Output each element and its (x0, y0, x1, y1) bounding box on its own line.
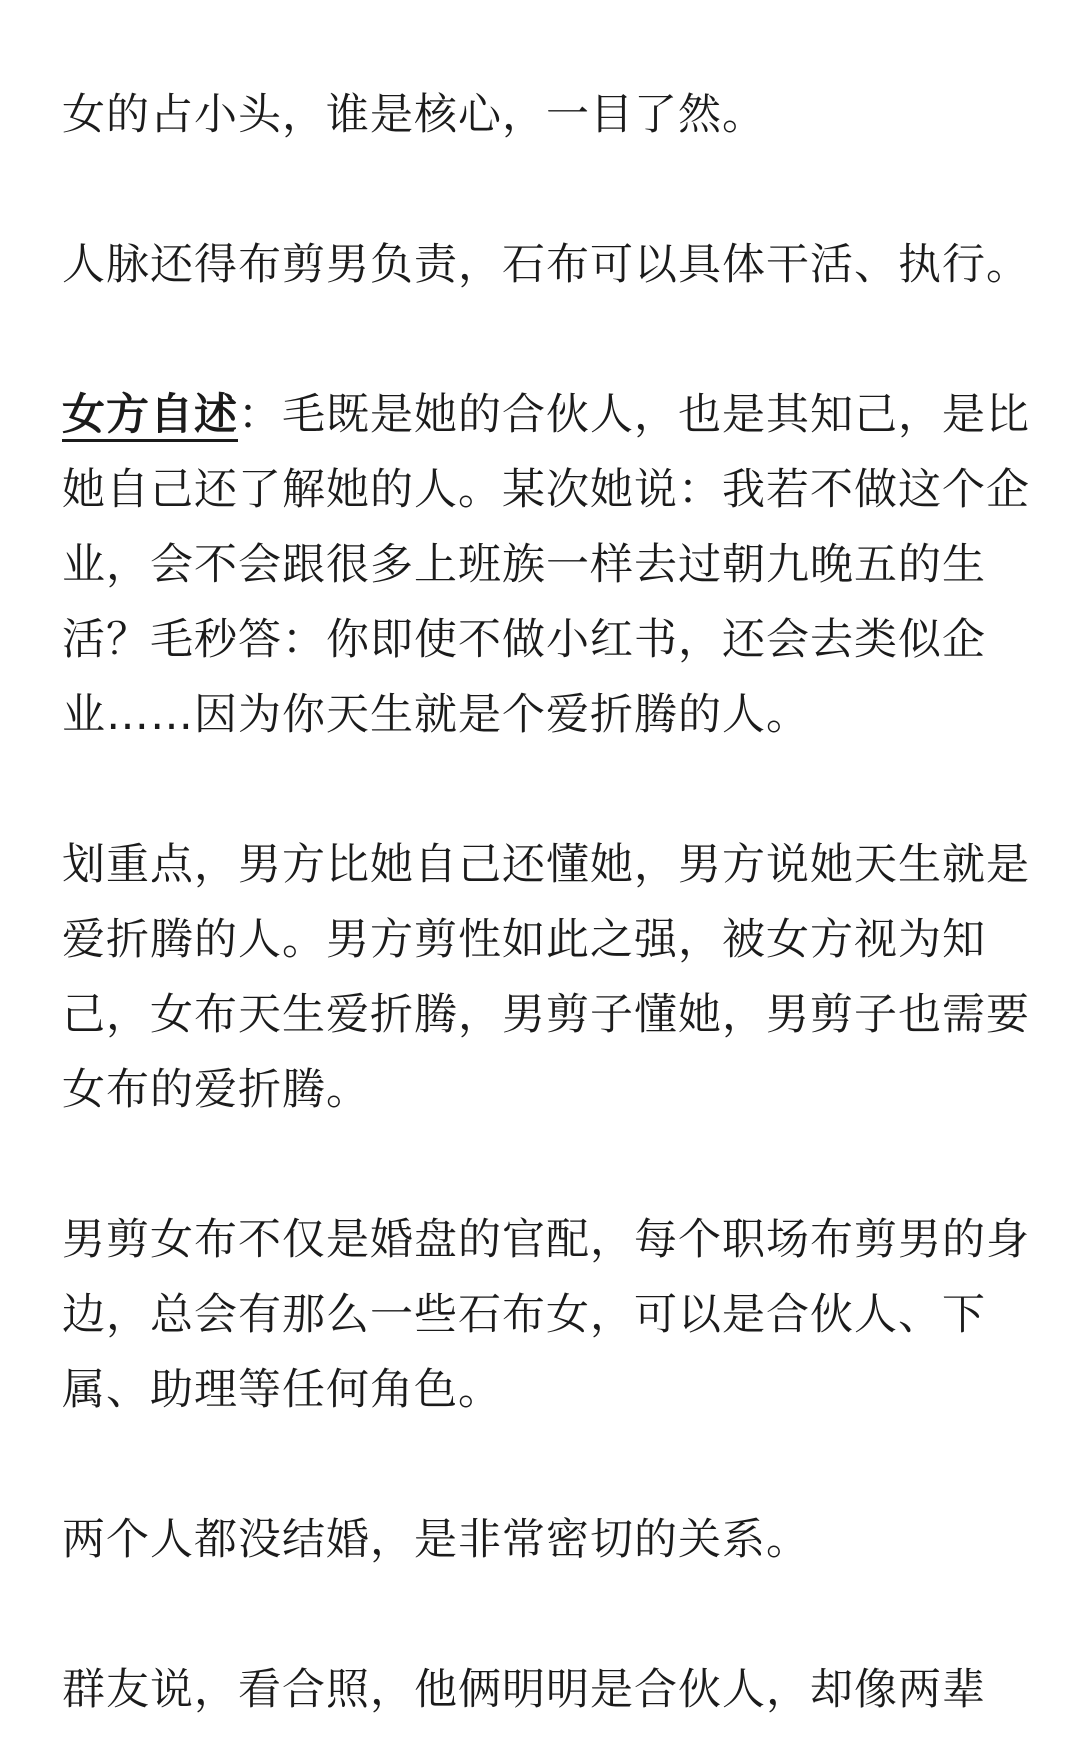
paragraph-3 (62, 378, 1030, 753)
paragraph-1: 女的占小头，谁是核心，一目了然。 (62, 90, 766, 140)
paragraph-7: 群友说，看合照，他俩明明是合伙人，却像两辈 (62, 1665, 986, 1715)
paragraph-6: 两个人都没结婚，是非常密切的关系。 (62, 1515, 810, 1565)
paragraph-3-body: ：毛既是她的合伙人，也是其知己，是比她自己还了解她的人。某次她说：我若不做这个企业，会不会跟很多上班族一样去过朝九晚五的生活？毛秒答：你即使不做小红书，还会去类似企业……因为你天生就是个爱折腾的人。 (62, 390, 1030, 740)
paragraph-3-lead: 女方自述 (62, 390, 238, 440)
article-body (62, 78, 1030, 1728)
paragraph-2: 人脉还得布剪男负责，石布可以具体干活、执行。 (62, 240, 1030, 290)
paragraph-5: 男剪女布不仅是婚盘的官配，每个职场布剪男的身边，总会有那么一些石布女，可以是合伙人、下属、助理等任何角色。 (62, 1215, 1030, 1415)
paragraph-4: 划重点，男方比她自己还懂她，男方说她天生就是爱折腾的人。男方剪性如此之强，被女方视为知己，女布天生爱折腾，男剪子懂她，男剪子也需要女布的爱折腾。 (62, 840, 1030, 1115)
